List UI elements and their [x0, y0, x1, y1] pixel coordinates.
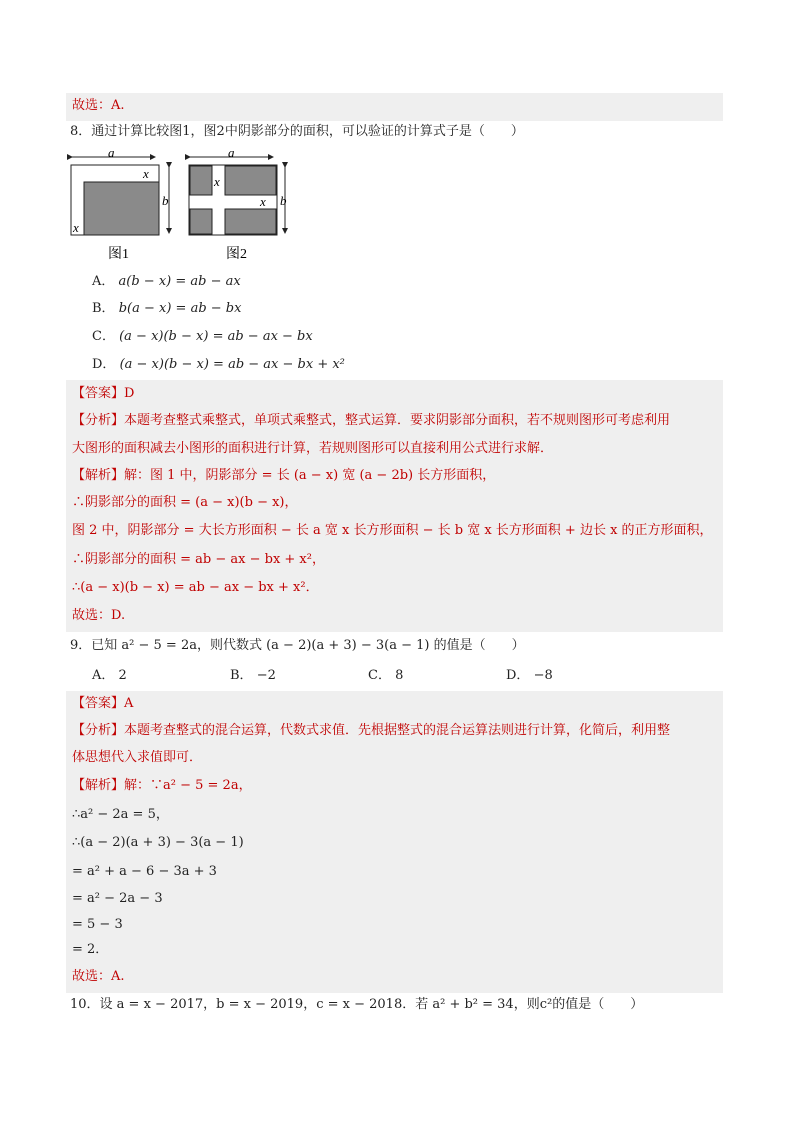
q8-solution-line3: 图 2 中，阴影部分 = 大长方形面积 − 长 a 宽 x 长方形面积 − 长 b 宽 x 长方形面积 + 边长 x 的正方形面积，	[72, 523, 713, 538]
option-label: C．	[92, 329, 115, 344]
option-text: 8	[395, 668, 404, 683]
q8-stem: 8．通过计算比较图1，图2中阴影部分的面积，可以验证的计算式子是（ ）	[70, 124, 524, 139]
q8-analysis-line2: 大图形的面积减去小图形的面积进行计算，若规则图形可以直接利用公式进行求解．	[72, 441, 554, 456]
q9-solution-line5: = a² − 2a − 3	[72, 891, 163, 906]
fig1-label-b: b	[162, 193, 169, 208]
option-text: a(b − x) = ab − ax	[118, 274, 241, 289]
figure-1	[71, 148, 169, 262]
q8-analysis-line1: 【分析】本题考查整式乘整式，单项式乘整式，整式运算．要求阴影部分面积，若不规则图形可考虑利用	[72, 413, 671, 428]
option-label: A．	[92, 668, 115, 683]
answer-block-q7	[66, 93, 723, 121]
figure-2	[189, 148, 287, 262]
q9-option-c	[368, 666, 403, 686]
q8-option-c	[92, 327, 313, 347]
option-label: C．	[368, 668, 391, 683]
fig2-label-b: b	[280, 193, 287, 208]
fig2-label-x-horizontal: x	[260, 194, 266, 209]
q8-option-d	[92, 355, 345, 375]
option-text: −2	[256, 668, 276, 683]
fig2-shaded-br	[225, 209, 276, 234]
option-label: B．	[230, 668, 253, 683]
fig1-label-a: a	[108, 148, 115, 160]
q7-conclusion: 故选：A.	[72, 98, 125, 113]
q8-figure	[66, 148, 306, 263]
option-label: A．	[92, 274, 115, 289]
fig2-caption: 图2	[226, 247, 247, 262]
q8-answer: 【答案】D	[72, 386, 135, 401]
q9-answer: 【答案】A	[72, 696, 134, 711]
q8-solution-line5: ∴(a − x)(b − x) = ab − ax − bx + x²．	[72, 580, 319, 595]
q10-stem: 10．设 a = x − 2017，b = x − 2019，c = x − 2018．若 a² + b² = 34，则c²的值是（ ）	[70, 997, 644, 1012]
option-text: 2	[118, 668, 127, 683]
option-text: −8	[533, 668, 553, 683]
fig1-label-x-top: x	[143, 166, 149, 181]
q9-solution-line8: 故选：A.	[72, 969, 125, 984]
q8-solution-line1: 【解析】解：图 1 中，阴影部分 = 长 (a − x) 宽 (a − 2b) 长方形面积，	[72, 468, 496, 483]
option-label: D．	[506, 668, 530, 683]
fig1-label-x-left: x	[73, 220, 79, 235]
q9-stem: 9．已知 a² − 5 = 2a，则代数式 (a − 2)(a + 3) − 3(a − 1) 的值是（ ）	[70, 638, 525, 653]
q8-solution-line6: 故选：D.	[72, 608, 126, 623]
option-label: B．	[92, 301, 115, 316]
q9-analysis-line1: 【分析】本题考查整式的混合运算，代数式求值．先根据整式的混合运算法则进行计算，化简后，利用整	[72, 723, 671, 738]
q9-solution-line1: 【解析】解：∵a² − 5 = 2a，	[72, 778, 252, 793]
fig2-label-x-vertical: x	[214, 174, 220, 189]
q9-solution-line3: ∴(a − 2)(a + 3) − 3(a − 1)	[72, 835, 244, 850]
option-text: (a − x)(b − x) = ab − ax − bx + x²	[119, 357, 345, 372]
q9-option-a	[92, 666, 127, 686]
option-text: (a − x)(b − x) = ab − ax − bx	[119, 329, 313, 344]
q8-solution-line2: ∴阴影部分的面积 = (a − x)(b − x)，	[72, 495, 298, 510]
fig2-shaded-bl	[190, 209, 212, 234]
q9-option-d	[506, 666, 553, 686]
option-text: b(a − x) = ab − bx	[118, 301, 242, 316]
q9-solution-line7: = 2．	[72, 942, 109, 957]
fig2-label-a: a	[228, 148, 235, 160]
option-label: D．	[92, 357, 116, 372]
q8-option-b	[92, 299, 241, 319]
q9-solution-line4: = a² + a − 6 − 3a + 3	[72, 864, 217, 879]
fig2-shaded-tr	[225, 166, 276, 195]
q9-solution-line6: = 5 − 3	[72, 917, 123, 932]
q8-solution-line4: ∴阴影部分的面积 = ab − ax − bx + x²，	[72, 552, 325, 567]
q9-option-b	[230, 666, 276, 686]
q8-option-a	[92, 272, 241, 292]
fig2-shaded-tl	[190, 166, 212, 195]
q9-solution-line2: ∴a² − 2a = 5，	[72, 807, 169, 822]
q9-analysis-line2: 体思想代入求值即可．	[72, 750, 203, 765]
fig1-shaded-rect	[84, 182, 159, 235]
fig1-caption: 图1	[108, 247, 129, 262]
